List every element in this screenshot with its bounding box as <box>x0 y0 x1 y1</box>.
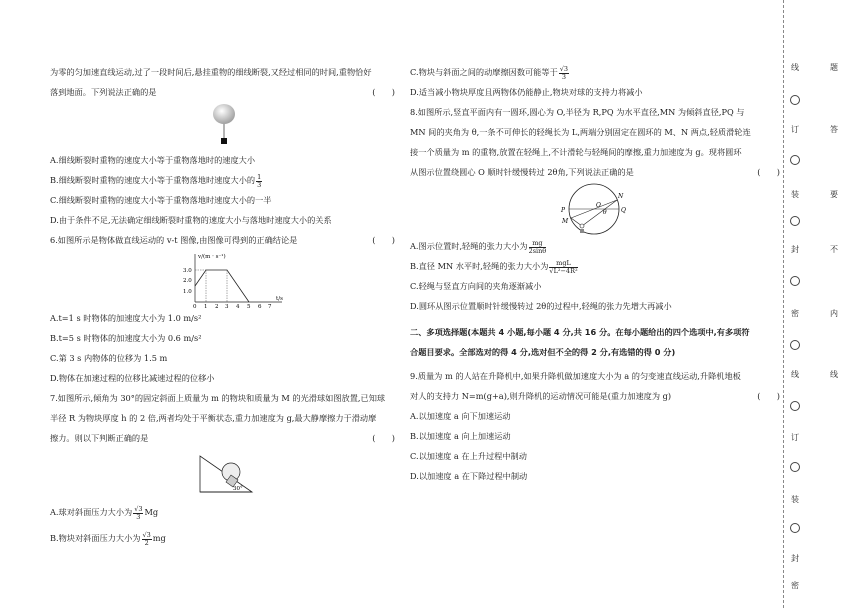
binding-char: 答 <box>830 125 838 134</box>
section2-heading-line1: 二、多项选择题(本题共 4 小题,每小题 4 分,共 16 分。在每小题给出的四个选项中,有多项符 <box>410 327 750 337</box>
q5-balloon-figure <box>50 102 395 150</box>
denominator: 3 <box>136 512 141 521</box>
q7-option-c <box>410 62 780 82</box>
binding-char: 装 <box>791 495 799 504</box>
binding-hole <box>790 340 800 350</box>
q8-option-a-text: A.图示位置时,轻绳的张力大小为 <box>410 241 528 251</box>
ytick-2: 2.0 <box>183 278 192 284</box>
xtick-6: 6 <box>258 304 262 308</box>
binding-hole <box>790 155 800 165</box>
q9-option-b: B.以加速度 a 向上加速运动 <box>410 431 511 441</box>
numerator: √3 <box>134 504 143 513</box>
q8-option-a <box>410 236 780 256</box>
q5-option-d: D.由于条件不足,无法确定细线断裂时重物的速度大小与落地时速度大小的关系 <box>50 215 332 225</box>
ring-svg <box>410 182 780 236</box>
fraction <box>133 506 143 521</box>
graph-xlabel: t/s <box>276 296 283 302</box>
denominator: 3 <box>257 180 262 189</box>
right-column <box>410 62 780 486</box>
label-m: M <box>562 218 569 225</box>
fraction <box>256 174 262 189</box>
binding-char: 装 <box>791 190 799 199</box>
section2-heading-line2: 合题目要求。全部选对的得 4 分,选对但不全的得 2 分,有选错的得 0 分) <box>410 347 676 357</box>
q9-option-d: D.以加速度 a 在下降过程中制动 <box>410 471 528 481</box>
binding-hole <box>790 401 800 411</box>
label-n: N <box>618 193 624 200</box>
binding-dashed-line <box>783 0 784 608</box>
binding-char: 封 <box>791 554 799 563</box>
binding-char: 要 <box>830 190 838 199</box>
q7-text-line3 <box>50 428 395 448</box>
q7-option-d: D.适当减小物块厚度且两物体仍能静止,物块对球的支持力将减小 <box>410 87 643 97</box>
q5-option-b <box>50 170 395 190</box>
q8-text-line2: MN 间的夹角为 θ,一条不可伸长的轻绳长为 L,两端分别固定在圆环的 M、N 两点,轻质滑轮连 <box>410 127 751 137</box>
binding-char: 题 <box>830 63 838 72</box>
label-p: P <box>561 207 566 214</box>
binding-char: 线 <box>830 370 838 379</box>
q6-vt-graph <box>50 250 395 308</box>
binding-char: 订 <box>791 125 799 134</box>
q8-text-line4 <box>410 162 780 182</box>
q7-option-b <box>50 528 395 548</box>
binding-margin <box>780 0 860 608</box>
xtick-1: 1 <box>204 304 208 308</box>
denominator: 2 <box>144 538 149 547</box>
q7-option-a-tail: Mg <box>144 507 159 517</box>
label-q: Q <box>621 207 626 214</box>
xtick-0: 0 <box>193 304 197 308</box>
left-column <box>50 62 395 548</box>
binding-char: 不 <box>830 245 838 254</box>
binding-hole <box>790 95 800 105</box>
angle-label: 30° <box>233 486 243 492</box>
answer-paren: ( ) <box>757 167 780 177</box>
fraction <box>529 240 547 255</box>
binding-char: 密 <box>791 581 799 590</box>
binding-hole <box>790 216 800 226</box>
label-o: O <box>596 202 601 209</box>
denominator: √L²−4R² <box>549 266 578 275</box>
q6-stem: 6.如图所示是物体做直线运动的 v-t 图像,由图像可得到的正确结论是 <box>50 235 298 245</box>
binding-char: 封 <box>791 245 799 254</box>
binding-char: 线 <box>791 370 799 379</box>
q5-text-line1: 为零的匀加速直线运动,过了一段时间后,悬挂重物的细线断裂,又经过相同的时间,重物恰好 <box>50 67 372 77</box>
balloon-drawing <box>50 102 395 150</box>
q7-option-c-text: C.物块与斜面之间的动摩擦因数可能等于 <box>410 67 558 77</box>
q9-text-line2 <box>410 386 780 406</box>
binding-hole <box>790 462 800 472</box>
graph-ylabel: v/(m · s⁻¹) <box>198 254 226 260</box>
answer-paren: ( ) <box>372 235 395 245</box>
fraction <box>559 66 569 81</box>
q7-option-b-text: B.物块对斜面压力大小为 <box>50 533 141 543</box>
q8-option-d: D.圆环从图示位置顺时针缓慢转过 2θ的过程中,轻绳的张力先增大再减小 <box>410 301 672 311</box>
numerator: mgL <box>549 260 577 268</box>
numerator: 1 <box>257 172 262 181</box>
q5-option-c: C.细线断裂时重物的速度大小等于重物落地时速度大小的一半 <box>50 195 272 205</box>
numerator: √3 <box>142 530 151 539</box>
vt-graph-svg <box>50 250 395 308</box>
q8-text-line3: 接一个质量为 m 的重物,放置在轻绳上,不计滑轮与轻绳间的摩擦,重力加速度为 g。现将圆环 <box>410 147 742 157</box>
q9-text-line1: 9.质量为 m 的人站在升降机中,如果升降机做加速度大小为 a 的匀变速直线运动,升降机地板 <box>410 371 741 381</box>
q7-option-a <box>50 502 395 522</box>
numerator: √3 <box>559 64 569 73</box>
fraction <box>142 532 152 547</box>
q6-stem-line <box>50 230 395 250</box>
label-theta: θ <box>603 209 607 216</box>
q7-text-line1: 7.如图所示,倾角为 30°的固定斜面上质量为 m 的物块和质量为 M 的光滑球如图放置,已知球 <box>50 393 386 403</box>
q5-text-line2 <box>50 82 395 102</box>
ytick-1: 1.0 <box>183 289 192 295</box>
incline-svg <box>50 448 395 496</box>
binding-char: 密 <box>791 309 799 318</box>
q6-option-d: D.物体在加速过程的位移比减速过程的位移小 <box>50 373 215 383</box>
binding-char: 内 <box>830 309 838 318</box>
xtick-7: 7 <box>268 304 272 308</box>
q9-option-a: A.以加速度 a 向下加速运动 <box>410 411 511 421</box>
xtick-4: 4 <box>236 304 240 308</box>
q8-ring-figure <box>410 182 780 236</box>
q8-text-line1: 8.如图所示,竖直平面内有一圆环,圆心为 O,半径为 R,PQ 为水平直径,MN 为倾斜直径,PQ 与 <box>410 107 745 117</box>
xtick-2: 2 <box>215 304 219 308</box>
q8-stem: 从图示位置绕圆心 O 顺时针缓慢转过 2θ角,下列说法正确的是 <box>410 167 634 177</box>
q8-option-c: C.轻绳与竖直方向间的夹角逐渐减小 <box>410 281 542 291</box>
q6-option-a: A.t=1 s 时物体的加速度大小为 1.0 m/s² <box>50 313 202 323</box>
q5-option-b-text: B.细线断裂时重物的速度大小等于重物落地时速度大小的 <box>50 175 256 185</box>
q9-stem: 对人的支持力 N=m(g+a),则升降机的运动情况可能是(重力加速度为 g) <box>410 391 672 401</box>
numerator: mg <box>529 240 547 248</box>
weight-block <box>221 138 227 144</box>
q5-stem: 落到地面。下列说法正确的是 <box>50 87 157 97</box>
q6-option-c: C.第 3 s 内物体的位移为 1.5 m <box>50 353 168 363</box>
ytick-3: 3.0 <box>183 268 192 274</box>
pulley <box>580 224 584 228</box>
denominator: 3 <box>561 72 566 81</box>
binding-hole <box>790 276 800 286</box>
vt-line <box>195 270 249 302</box>
q7-stem: 擦力。则以下判断正确的是 <box>50 433 149 443</box>
answer-paren: ( ) <box>372 87 395 97</box>
q8-option-b-text: B.直径 MN 水平时,轻绳的张力大小为 <box>410 261 549 271</box>
q8-option-b <box>410 256 780 276</box>
q7-text-line2: 半径 R 为物块厚度 h 的 2 倍,两者均处于平衡状态,重力加速度为 g,最大静摩擦力于滑动摩 <box>50 413 377 423</box>
q7-incline-figure <box>50 448 395 496</box>
balloon <box>213 104 235 124</box>
binding-char: 订 <box>791 433 799 442</box>
xtick-5: 5 <box>247 304 251 308</box>
q6-option-b: B.t=5 s 时物体的加速度大小为 0.6 m/s² <box>50 333 202 343</box>
denominator: 2sinθ <box>528 246 547 255</box>
answer-paren: ( ) <box>757 391 780 401</box>
q7-option-b-tail: mg <box>152 533 166 543</box>
binding-char: 线 <box>791 63 799 72</box>
q7-option-a-text: A.球对斜面压力大小为 <box>50 507 133 517</box>
q5-option-a: A.细线断裂时重物的速度大小等于重物落地时的速度大小 <box>50 155 256 165</box>
binding-hole <box>790 523 800 533</box>
weight <box>580 229 584 233</box>
answer-paren: ( ) <box>372 433 395 443</box>
fraction <box>549 260 577 275</box>
xtick-3: 3 <box>225 304 229 308</box>
q9-option-c: C.以加速度 a 在上升过程中制动 <box>410 451 527 461</box>
